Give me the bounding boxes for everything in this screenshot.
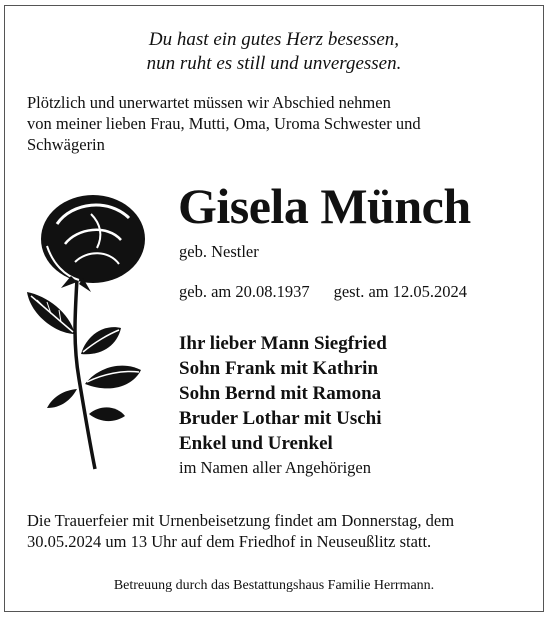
intro-line-1: Plötzlich und unerwartet müssen wir Abschied nehmen — [27, 93, 391, 112]
memorial-verse — [5, 28, 543, 76]
service-line-2: 30.05.2024 um 13 Uhr auf dem Friedhof in Neuseußlitz statt. — [27, 532, 432, 551]
mourner-line: Ihr lieber Mann Siegfried — [179, 333, 387, 354]
funeral-home-credit: Betreuung durch das Bestattungshaus Familie Herrmann. — [113, 578, 435, 593]
funeral-service-text — [27, 510, 527, 552]
deceased-name: Gisela Münch — [178, 178, 471, 234]
on-behalf-text: im Namen aller Angehörigen — [179, 458, 371, 477]
mourner-line: Bruder Lothar mit Uschi — [179, 408, 382, 429]
life-dates — [179, 282, 467, 302]
death-date: gest. am 12.05.2024 — [333, 282, 467, 301]
service-line-1: Die Trauerfeier mit Urnenbeisetzung findet am Donnerstag, dem — [27, 511, 455, 530]
mourner-line: Sohn Bernd mit Ramona — [179, 383, 382, 404]
mourners-list — [179, 331, 387, 456]
rose-icon — [17, 184, 157, 474]
verse-line-2: nun ruht es still und unvergessen. — [146, 53, 402, 74]
intro-text — [27, 92, 527, 155]
intro-line-2: von meiner lieben Frau, Mutti, Oma, Uroma Schwester und — [27, 114, 421, 133]
intro-line-3: Schwägerin — [27, 135, 105, 154]
obituary-notice — [4, 5, 544, 612]
maiden-name: geb. Nestler — [179, 242, 259, 261]
verse-line-1: Du hast ein gutes Herz besessen, — [148, 29, 400, 50]
mourner-line: Enkel und Urenkel — [179, 433, 333, 454]
mourner-line: Sohn Frank mit Kathrin — [179, 358, 379, 379]
birth-date: geb. am 20.08.1937 — [179, 282, 310, 301]
